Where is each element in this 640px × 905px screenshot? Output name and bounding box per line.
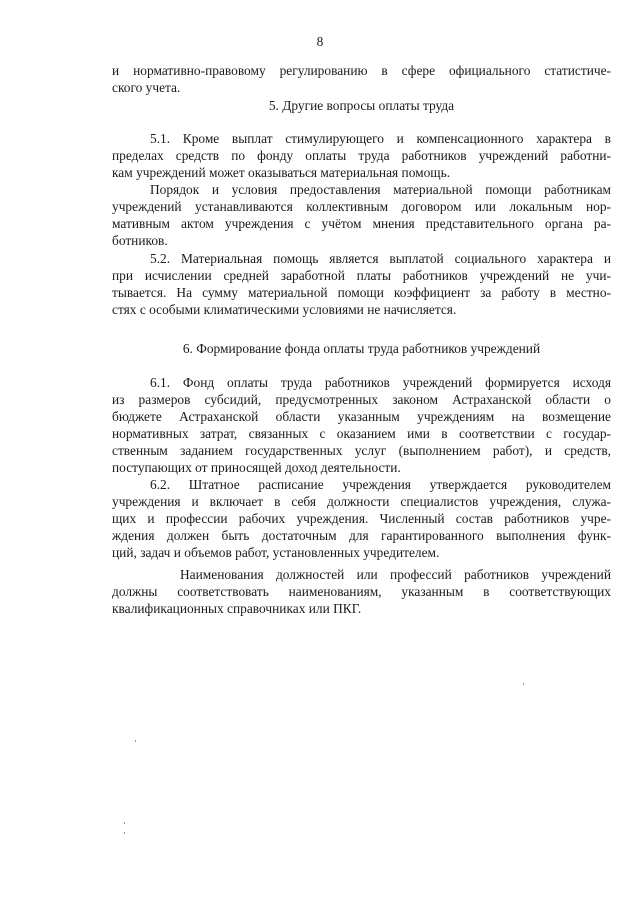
text-line: 5.2. Материальная помощь является выплатой социального характера и bbox=[150, 251, 611, 266]
text-line: ботников. bbox=[112, 233, 168, 248]
text-line: мативным актом учреждения с учётом мнения представительного органа ра- bbox=[112, 216, 611, 231]
text-line: 6.1. Фонд оплаты труда работников учреждений формируется исходя bbox=[150, 375, 611, 390]
text-line: стях с особыми климатическими условиями не начисляется. bbox=[112, 302, 457, 317]
text-line: ждения должен быть достаточным для гарантированного выполнения функ- bbox=[112, 528, 611, 543]
page-number: 8 bbox=[316, 34, 324, 49]
text-line: пределах средств по фонду оплаты труда работников учреждений работни- bbox=[112, 148, 611, 163]
section-heading: 5. Другие вопросы оплаты труда bbox=[268, 98, 455, 113]
scan-speck bbox=[124, 832, 125, 834]
text-line: 5.1. Кроме выплат стимулирующего и компенсационного характера в bbox=[150, 131, 611, 146]
section-heading: 6. Формирование фонда оплаты труда работников учреждений bbox=[182, 341, 541, 356]
text-line: нормативных затрат, связанных с оказанием ими в соответствии с государ- bbox=[112, 426, 611, 441]
text-line: ций, задач и объемов работ, установленных учредителем. bbox=[112, 545, 440, 560]
text-line: квалификационных справочниках или ПКГ. bbox=[112, 601, 362, 616]
scan-speck bbox=[124, 822, 125, 824]
text-line: учреждений устанавливаются коллективным договором или локальным нор- bbox=[112, 199, 611, 214]
text-line: ственным заданием государственных услуг (выполнением работ), и средств, bbox=[112, 443, 611, 458]
text-line: поступающих от приносящей доход деятельности. bbox=[112, 460, 401, 475]
text-line: Порядок и условия предоставления материальной помощи работникам bbox=[150, 182, 611, 197]
text-line: и нормативно-правовому регулированию в сфере официального статистиче- bbox=[112, 63, 611, 78]
text-line: бюджете Астраханской области указанным учреждениям на возмещение bbox=[112, 409, 611, 424]
scan-speck bbox=[135, 740, 136, 742]
text-line: кам учреждений может оказываться материальная помощь. bbox=[112, 165, 451, 180]
text-line: щих и профессии рабочих учреждения. Численный состав работников учре- bbox=[112, 511, 611, 526]
text-line: из размеров субсидий, предусмотренных законом Астраханской области о bbox=[112, 392, 611, 407]
text-line: Наименования должностей или профессий работников учреждений bbox=[180, 567, 611, 582]
scan-speck bbox=[523, 683, 524, 685]
text-line: должны соответствовать наименованиям, указанным в соответствующих bbox=[112, 584, 611, 599]
text-line: ского учета. bbox=[112, 80, 181, 95]
text-line: 6.2. Штатное расписание учреждения утверждается руководителем bbox=[150, 477, 611, 492]
text-line: учреждения и включает в себя должности специалистов учреждения, служа- bbox=[112, 494, 611, 509]
text-line: тывается. На сумму материальной помощи коэффициент за работу в местно- bbox=[112, 285, 611, 300]
text-line: при исчислении средней заработной платы работников учреждений не учи- bbox=[112, 268, 611, 283]
